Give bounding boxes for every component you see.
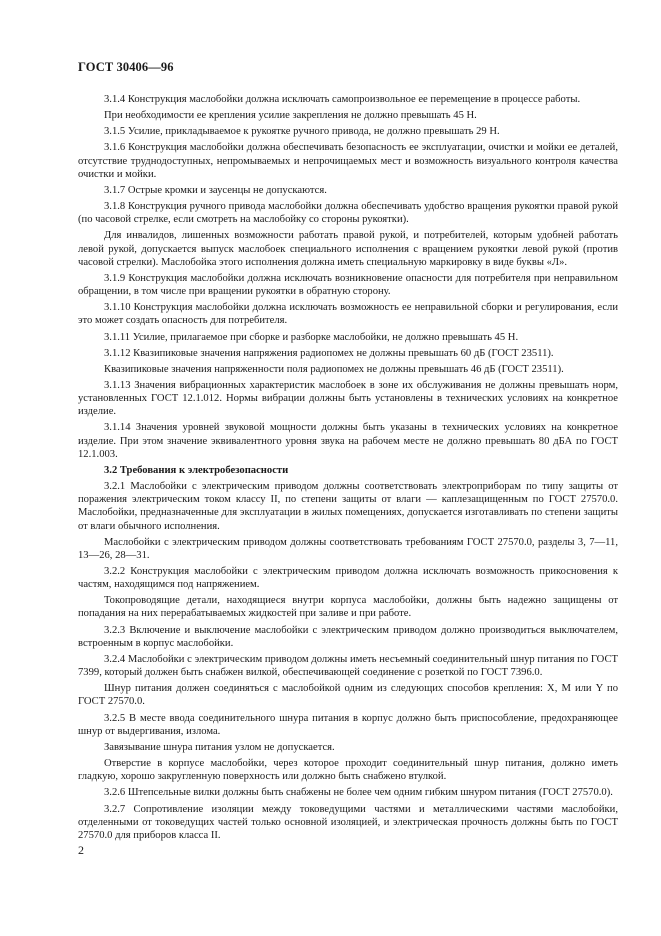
paragraph-3-1-11: 3.1.11 Усилие, прилагаемое при сборке и разборке маслобойки, не должно превышать 45 Н. <box>104 331 519 343</box>
paragraph-3-1-10: 3.1.10 Конструкция маслобойки должна исключать возможность ее неправильной сборки и регулирования, если это может создать опасность для потребителя. <box>78 302 618 327</box>
paragraph-3-1-12: 3.1.12 Квазипиковые значения напряжения радиопомех не должны превышать 60 дБ (ГОСТ 23511). <box>104 347 554 359</box>
paragraph-3-1-6: 3.1.6 Конструкция маслобойки должна обеспечивать безопасность ее эксплуатации, очистки и мойки ее деталей, отсутствие труднодоступных, непромываемых и непрочищаемых мест и возможность визуального контроля качества очистки и мойки. <box>78 142 618 180</box>
paragraph-3-2-2: 3.2.2 Конструкция маслобойки с электрическим приводом должна исключать возможность прикосновения к частям, находящимся под напряжением. <box>78 566 618 591</box>
paragraph-3-2-5: 3.2.5 В месте ввода соединительного шнура питания в корпус должно быть приспособление, предохраняющее шнур от выдергивания, излома. <box>78 712 618 737</box>
paragraph: Квазипиковые значения напряженности поля радиопомех не должны превышать 46 дБ (ГОСТ 23511). <box>104 363 564 375</box>
paragraph: Завязывание шнура питания узлом не допускается. <box>104 741 335 753</box>
section-heading-3-2: 3.2 Требования к электробезопасности <box>104 464 289 476</box>
paragraph: Токопроводящие детали, находящиеся внутри корпуса маслобойки, должны быть надежно защищены от попадания на них перерабатываемых жидкостей при заливе и при работе. <box>78 595 618 620</box>
paragraph-3-1-4: 3.1.4 Конструкция маслобойки должна исключать самопроизвольное ее перемещение в процессе работы. <box>104 94 581 105</box>
document-body <box>78 93 618 845</box>
paragraph: Шнур питания должен соединяться с маслобойкой одним из следующих способов крепления: X, M или Y по ГОСТ 27570.0. <box>78 683 618 708</box>
paragraph-3-1-5: 3.1.5 Усилие, прикладываемое к рукоятке ручного привода, не должно превышать 29 Н. <box>104 126 500 138</box>
paragraph-3-2-7: 3.2.7 Сопротивление изоляции между токоведущими частями и металлическими частями маслобойки, отделенными от токоведущих частей только основной изоляцией, и электрическая прочность должны быть по ГОСТ 27570.0 для приборов класса II. <box>78 803 618 841</box>
paragraph-3-1-8: 3.1.8 Конструкция ручного привода маслобойки должна обеспечивать удобство вращения рукоятки правой рукой (по часовой стрелке, если смотреть на маслобойку со стороны рукоятки). <box>78 201 618 226</box>
paragraph-3-1-13: 3.1.13 Значения вибрационных характеристик маслобоек в зоне их обслуживания не должны превышать норм, установленных ГОСТ 12.1.012. Нормы вибрации должны быть установлены в технических условиях на конкретное изделие. <box>78 379 618 418</box>
paragraph: При необходимости ее крепления усилие закрепления не должно превышать 45 Н. <box>104 110 477 122</box>
paragraph-3-1-9: 3.1.9 Конструкция маслобойки должна исключать возникновение опасности для потребителя при неправильном обращении, в том числе при вращении рукоятки в обратную сторону. <box>78 272 618 298</box>
paragraph-3-2-6: 3.2.6 Штепсельные вилки должны быть снабжены не более чем одним гибким шнуром питания (ГОСТ 27570.0). <box>104 787 613 799</box>
paragraph-3-2-4: 3.2.4 Маслобойки с электрическим приводом должны иметь несъемный соединительный шнур питания по ГОСТ 7399, который должен быть снабжен вилкой, обеспечивающей соединение с розеткой по ГОСТ 7396.0. <box>78 653 618 679</box>
paragraph: Для инвалидов, лишенных возможности работать правой рукой, и потребителей, которым удобней работать левой рукой, допускается выпуск маслобоек специального исполнения с вращением рукоятки левой рукой (против часовой стрелки). Маслобойка этого исполнения должна иметь специальную маркировку в виде буквы «Л». <box>78 230 618 268</box>
document-header: ГОСТ 30406—96 <box>78 60 174 74</box>
paragraph-3-1-7: 3.1.7 Острые кромки и заусенцы не допускаются. <box>104 184 327 196</box>
paragraph: Отверстие в корпусе маслобойки, через которое проходит соединительный шнур питания, должно иметь гладкую, хорошо закругленную поверхность или должно быть снабжено втулкой. <box>78 758 618 783</box>
paragraph-3-2-3: 3.2.3 Включение и выключение маслобойки с электрическим приводом должно производиться выключателем, встроенным в корпус маслобойки. <box>78 624 618 649</box>
paragraph-3-2-1: 3.2.1 Маслобойки с электрическим приводом должны соответствовать электроприборам по типу защиты от поражения электрическим током классу II, по степени защиты от влаги — каплезащищенным по ГОСТ 27570.0. Маслобойки, предназначенные для эксплуатации в жилых помещениях, допускается изготавливать по степени защиты от влаги обычного исполнения. <box>78 481 618 532</box>
paragraph-3-1-14: 3.1.14 Значения уровней звуковой мощности должны быть указаны в технических условиях на конкретное изделие. При этом значение эквивалентного уровня звука на рабочем месте не должно превышать 80 дБА по ГОСТ 12.1.003. <box>78 422 618 460</box>
page-number: 2 <box>78 843 84 857</box>
paragraph: Маслобойки с электрическим приводом должны соответствовать требованиям ГОСТ 27570.0, разделы 3, 7—11, 13—26, 28—31. <box>78 536 618 561</box>
